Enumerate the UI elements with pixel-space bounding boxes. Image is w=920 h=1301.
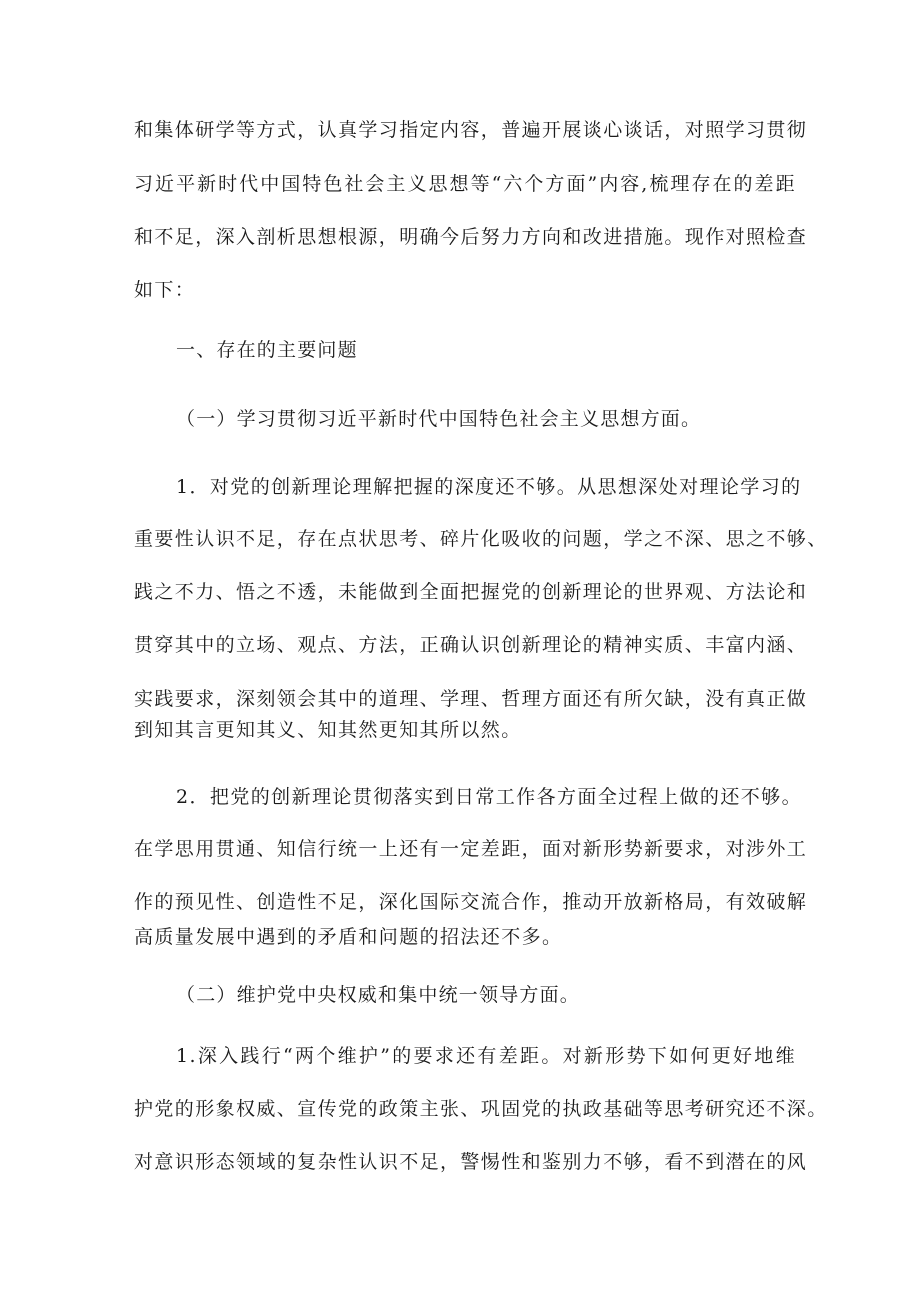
item-2-1-line-2: 护党的形象权威、宣传党的政策主张、巩固党的执政基础等思考研究还不深。 <box>134 1098 828 1120</box>
subsection-2-title: （二）维护党中央权威和集中统一领导方面。 <box>176 984 581 1006</box>
item-1-2-line-4: 高质量发展中遇到的矛盾和问题的招法还不多。 <box>134 926 563 948</box>
intro-line-3: 和不足，深入剖析思想根源，明确今后努力方向和改进措施。现作对照检查 <box>134 226 808 248</box>
item-2-1-line-1: 1.深入践行“两个维护”的要求还有差距。对新形势下如何更好地维 <box>176 1045 796 1067</box>
subsection-1-title: （一）学习贯彻习近平新时代中国特色社会主义思想方面。 <box>176 408 702 430</box>
item-1-1-line-4: 贯穿其中的立场、观点、方法，正确认识创新理论的精神实质、丰富内涵、 <box>134 634 808 656</box>
item-1-1-line-6: 到知其言更知其义、知其然更知其所以然。 <box>134 719 522 741</box>
intro-line-2: 习近平新时代中国特色社会主义思想等“六个方面”内容,梳理存在的差距 <box>134 173 796 195</box>
item-1-1-line-5: 实践要求，深刻领会其中的道理、学理、哲理方面还有所欠缺，没有真正做 <box>134 688 808 710</box>
item-1-2-line-1: 2．把党的创新理论贯彻落实到日常工作各方面全过程上做的还不够。 <box>176 786 802 808</box>
item-1-2-line-2: 在学思用贯通、知信行统一上还有一定差距，面对新形势新要求，对涉外工 <box>134 838 808 860</box>
section-1-title: 一、存在的主要问题 <box>176 339 358 361</box>
intro-line-4: 如下： <box>134 279 196 301</box>
item-1-1-line-3: 践之不力、悟之不透，未能做到全面把握党的创新理论的世界观、方法论和 <box>134 581 808 603</box>
item-1-1-line-2: 重要性认识不足，存在点状思考、碎片化吸收的问题，学之不深、思之不够、 <box>134 528 828 550</box>
item-1-1-line-1: 1．对党的创新理论理解把握的深度还不够。从思想深处对理论学习的 <box>176 476 802 498</box>
intro-line-1: 和集体研学等方式，认真学习指定内容，普遍开展谈心谈话，对照学习贯彻 <box>134 119 808 141</box>
item-1-2-line-3: 作的预见性、创造性不足，深化国际交流合作，推动开放新格局，有效破解 <box>134 891 808 913</box>
item-2-1-line-3: 对意识形态领域的复杂性认识不足，警惕性和鉴别力不够，看不到潜在的风 <box>134 1151 808 1173</box>
